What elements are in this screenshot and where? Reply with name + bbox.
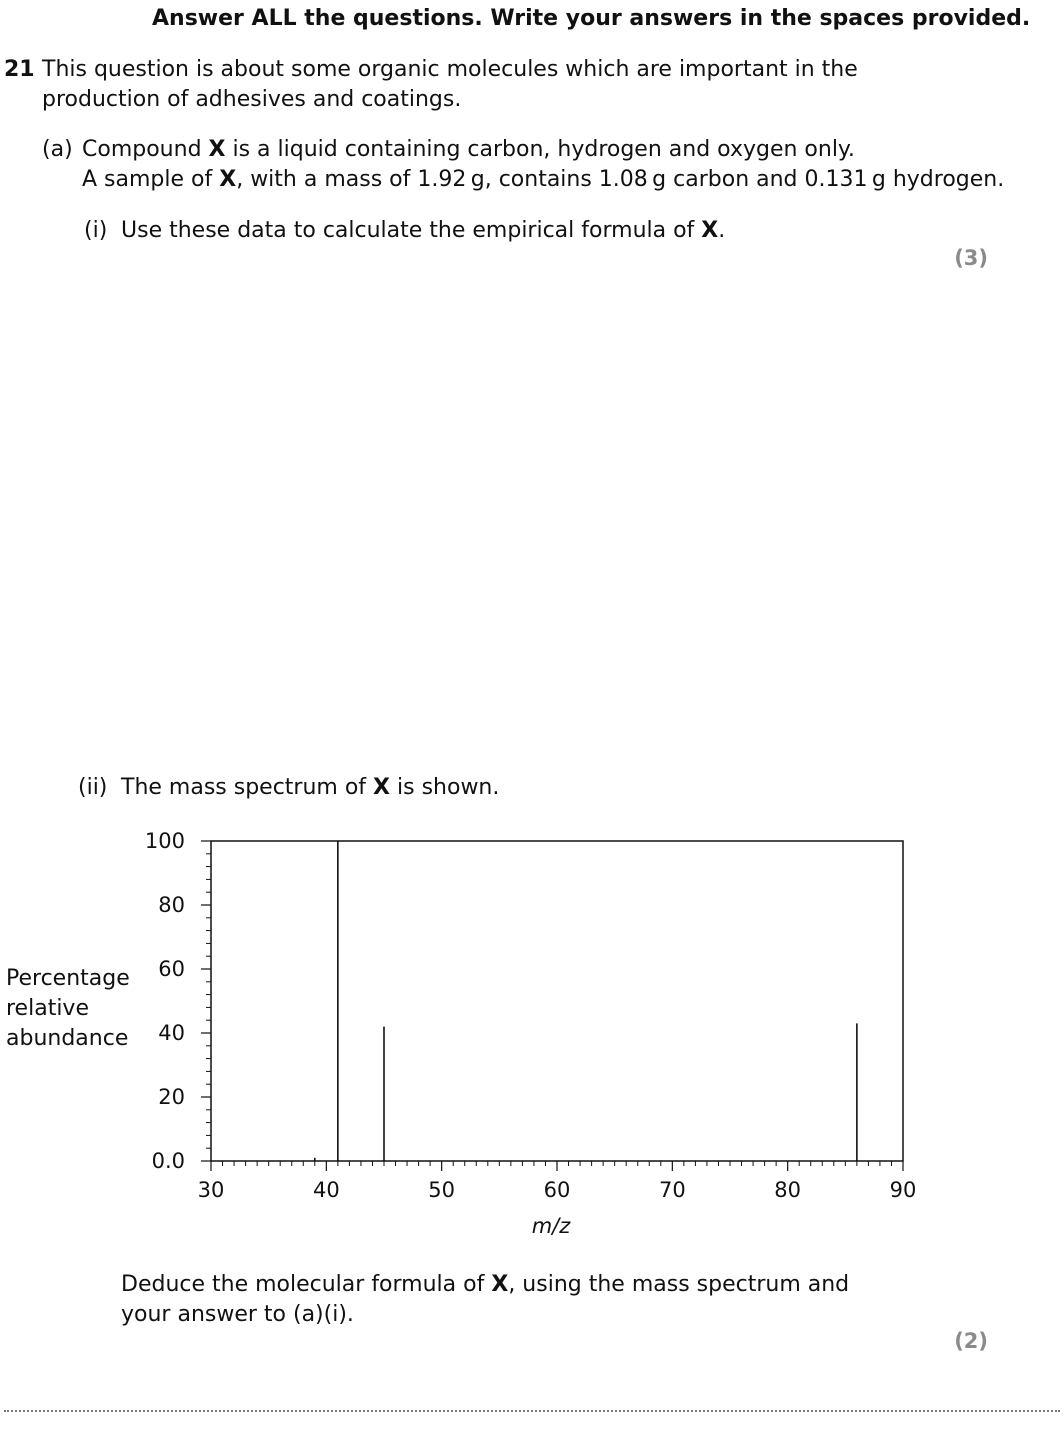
question-stem-line2: production of adhesives and coatings. bbox=[42, 87, 462, 112]
part-ai-label: (i) bbox=[84, 218, 108, 243]
y-tick-label: 60 bbox=[158, 957, 185, 981]
y-axis-label-line2: relative bbox=[6, 996, 89, 1021]
part-a-line2 bbox=[82, 165, 1004, 195]
x-tick-label: 60 bbox=[543, 1178, 571, 1202]
mass-spectrum-chart bbox=[0, 820, 1000, 1250]
answer-line[interactable] bbox=[4, 1410, 1060, 1412]
x-tick-label: 70 bbox=[658, 1178, 686, 1202]
x-tick-label: 30 bbox=[197, 1178, 225, 1202]
deduce-line1 bbox=[121, 1270, 849, 1300]
part-a-label: (a) bbox=[42, 137, 73, 162]
part-aii-text-pre: The mass spectrum of bbox=[121, 775, 374, 800]
part-a-line1 bbox=[82, 135, 855, 165]
deduce-line1-pre: Deduce the molecular formula of bbox=[121, 1272, 492, 1297]
x-tick-label: 50 bbox=[428, 1178, 456, 1202]
y-tick-label: 80 bbox=[158, 893, 185, 917]
part-a-line2-pre: A sample of bbox=[82, 167, 220, 192]
x-tick-label: 80 bbox=[774, 1178, 802, 1202]
compound-x-bold: X bbox=[491, 1272, 509, 1297]
x-tick-label: 40 bbox=[312, 1178, 340, 1202]
part-ai-text bbox=[121, 216, 725, 246]
y-axis-label-line3: abundance bbox=[6, 1026, 129, 1051]
part-aii-label: (ii) bbox=[78, 775, 108, 800]
deduce-line1-post: , using the mass spectrum and bbox=[508, 1272, 850, 1297]
part-ai-text-pre: Use these data to calculate the empirical formula of bbox=[121, 218, 702, 243]
compound-x-bold: X bbox=[219, 167, 237, 192]
y-tick-label: 100 bbox=[144, 829, 185, 853]
part-a-line2-post: , with a mass of 1.92 g, contains 1.08 g carbon and 0.131 g hydrogen. bbox=[236, 167, 1005, 192]
part-a-line1-post: is a liquid containing carbon, hydrogen and oxygen only. bbox=[225, 137, 855, 162]
plot-frame bbox=[211, 841, 903, 1161]
y-tick-label: 20 bbox=[158, 1085, 185, 1109]
part-aii-text bbox=[121, 773, 499, 803]
compound-x-bold: X bbox=[373, 775, 391, 800]
question-stem-line1: This question is about some organic molecules which are important in the bbox=[42, 57, 858, 82]
part-ai-text-post: . bbox=[718, 218, 726, 243]
x-tick-label: 90 bbox=[889, 1178, 917, 1202]
marks-part-aii: (2) bbox=[954, 1329, 988, 1353]
part-aii-text-post: is shown. bbox=[390, 775, 500, 800]
x-axis-label: m/z bbox=[531, 1214, 571, 1238]
deduce-line2: your answer to (a)(i). bbox=[121, 1302, 354, 1327]
question-number: 21 bbox=[4, 57, 35, 82]
marks-part-ai: (3) bbox=[954, 246, 988, 270]
instruction-heading: Answer ALL the questions. Write your answers in the spaces provided. bbox=[152, 6, 1031, 31]
y-tick-label: 0.0 bbox=[151, 1149, 185, 1173]
y-tick-label: 40 bbox=[158, 1021, 185, 1045]
compound-x-bold: X bbox=[208, 137, 226, 162]
part-a-line1-pre: Compound bbox=[82, 137, 209, 162]
compound-x-bold: X bbox=[701, 218, 719, 243]
y-axis-label-line1: Percentage bbox=[6, 966, 130, 991]
